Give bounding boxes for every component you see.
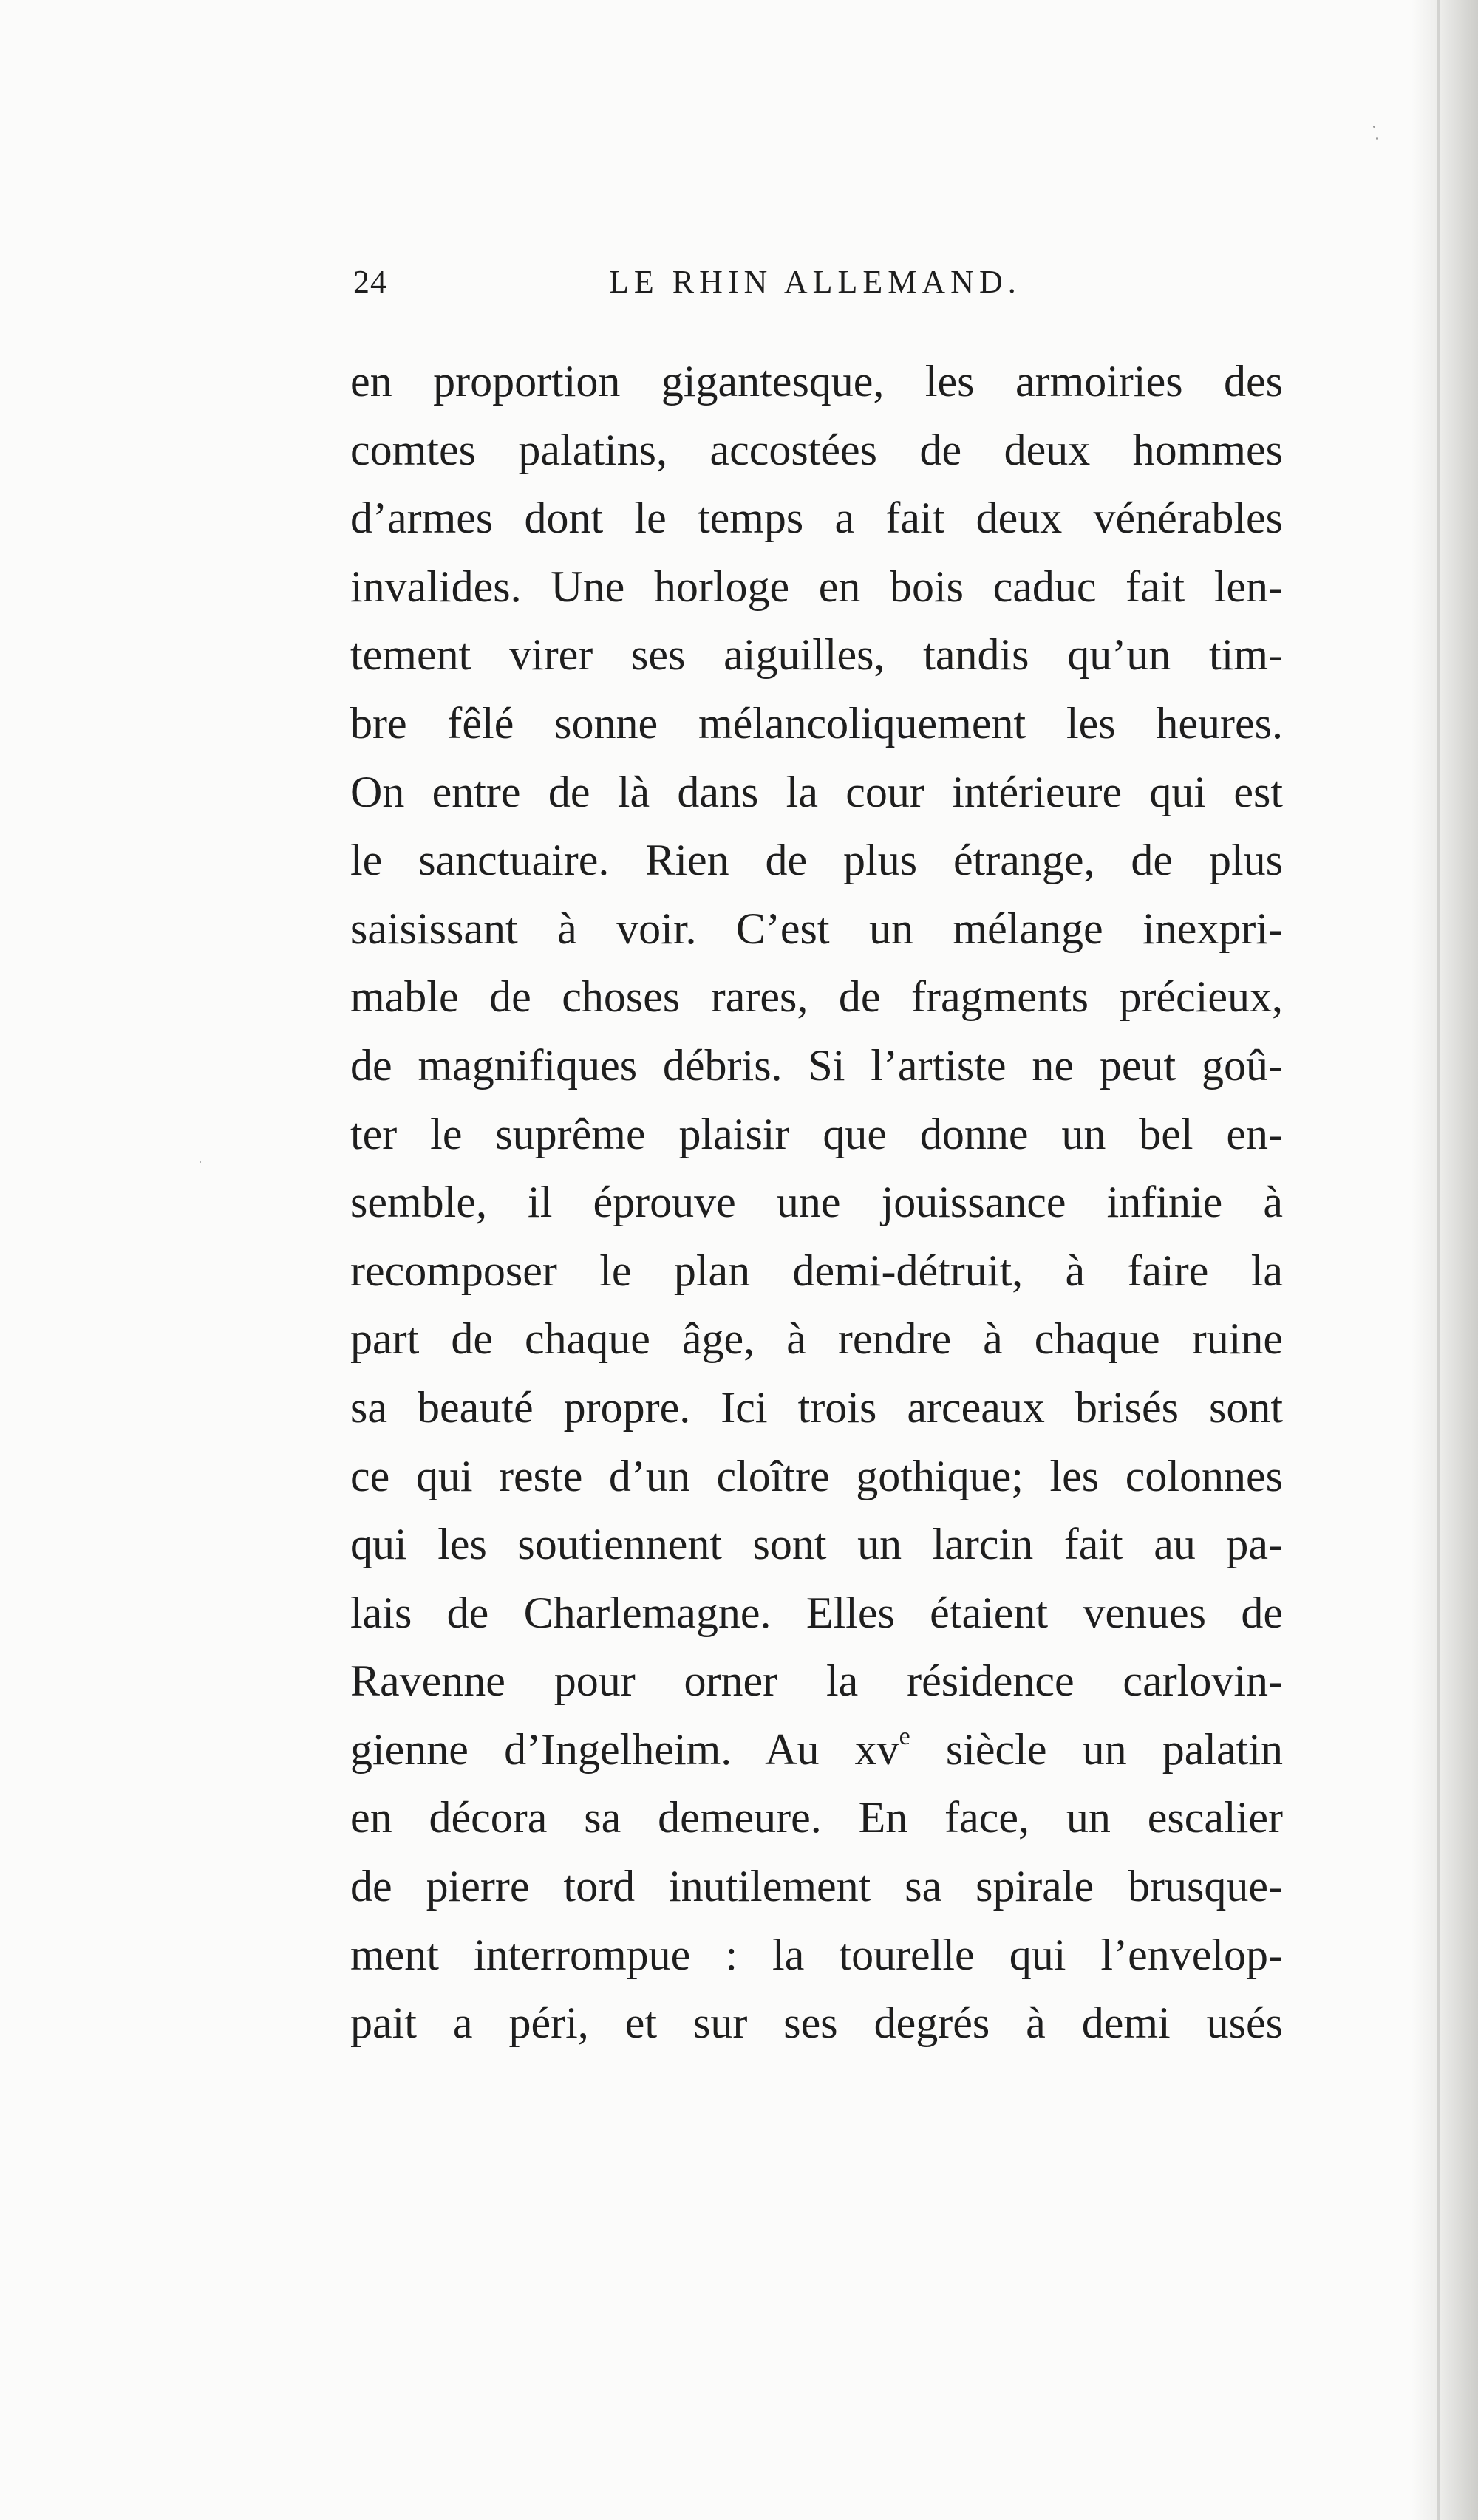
text-line: ce qui reste d’un cloître gothique; les colonnes xyxy=(350,1451,1283,1500)
text-line: qui les soutiennent sont un larcin fait au pa- xyxy=(350,1520,1283,1569)
text-line: le sanctuaire. Rien de plus étrange, de plus xyxy=(350,836,1283,885)
body-text xyxy=(350,347,1283,2058)
paper-speck xyxy=(1373,126,1375,128)
paper-speck xyxy=(1376,137,1378,140)
text-line: mable de choses rares, de fragments précieux, xyxy=(350,972,1283,1022)
page-number: 24 xyxy=(353,264,387,300)
text-line: ter le suprême plaisir que donne un bel en- xyxy=(350,1109,1283,1158)
running-title: LE RHIN ALLEMAND. xyxy=(609,264,1021,300)
superscript: e xyxy=(899,1722,910,1750)
text-line: On entre de là dans la cour intérieure qui est xyxy=(350,767,1283,816)
page-edge-line xyxy=(1437,0,1440,2520)
text-line: comtes palatins, accostées de deux hommes xyxy=(350,425,1283,474)
text-line: pait a péri, et sur ses degrés à demi usés xyxy=(350,1998,1283,2048)
binding-shadow xyxy=(1411,0,1478,2520)
text-line: de pierre tord inutilement sa spirale brusque- xyxy=(350,1862,1283,1911)
paper-speck xyxy=(200,1161,201,1163)
running-head xyxy=(353,260,1284,304)
text-segment: siècle un palatin xyxy=(910,1724,1284,1774)
text-line: de magnifiques débris. Si l’artiste ne peut goû- xyxy=(350,1040,1283,1090)
text-line-with-superscript xyxy=(350,1715,1283,1784)
text-line: en proportion gigantesque, les armoiries des xyxy=(350,357,1283,406)
text-line: recomposer le plan demi-détruit, à faire la xyxy=(350,1246,1283,1295)
text-line: part de chaque âge, à rendre à chaque ruine xyxy=(350,1314,1283,1364)
text-line: tement virer ses aiguilles, tandis qu’un tim- xyxy=(350,630,1283,680)
text-line: sa beauté propre. Ici trois arceaux brisés sont xyxy=(350,1382,1283,1432)
text-line: invalides. Une horloge en bois caduc fait len- xyxy=(350,561,1283,611)
text-line: saisissant à voir. C’est un mélange inexpri- xyxy=(350,904,1283,953)
text-line: bre fêlé sonne mélancoliquement les heures. xyxy=(350,698,1283,748)
text-line: d’armes dont le temps a fait deux vénérables xyxy=(350,494,1283,543)
text-line: Ravenne pour orner la résidence carlovin- xyxy=(350,1656,1283,1706)
text-line: semble, il éprouve une jouissance infinie à xyxy=(350,1178,1283,1227)
text-line: en décora sa demeure. En face, un escalier xyxy=(350,1793,1283,1843)
text-line: ment interrompue : la tourelle qui l’envelop- xyxy=(350,1930,1283,1979)
text-line: lais de Charlemagne. Elles étaient venues de xyxy=(350,1588,1283,1637)
text-segment: gienne d’Ingelheim. Au xv xyxy=(350,1724,899,1774)
